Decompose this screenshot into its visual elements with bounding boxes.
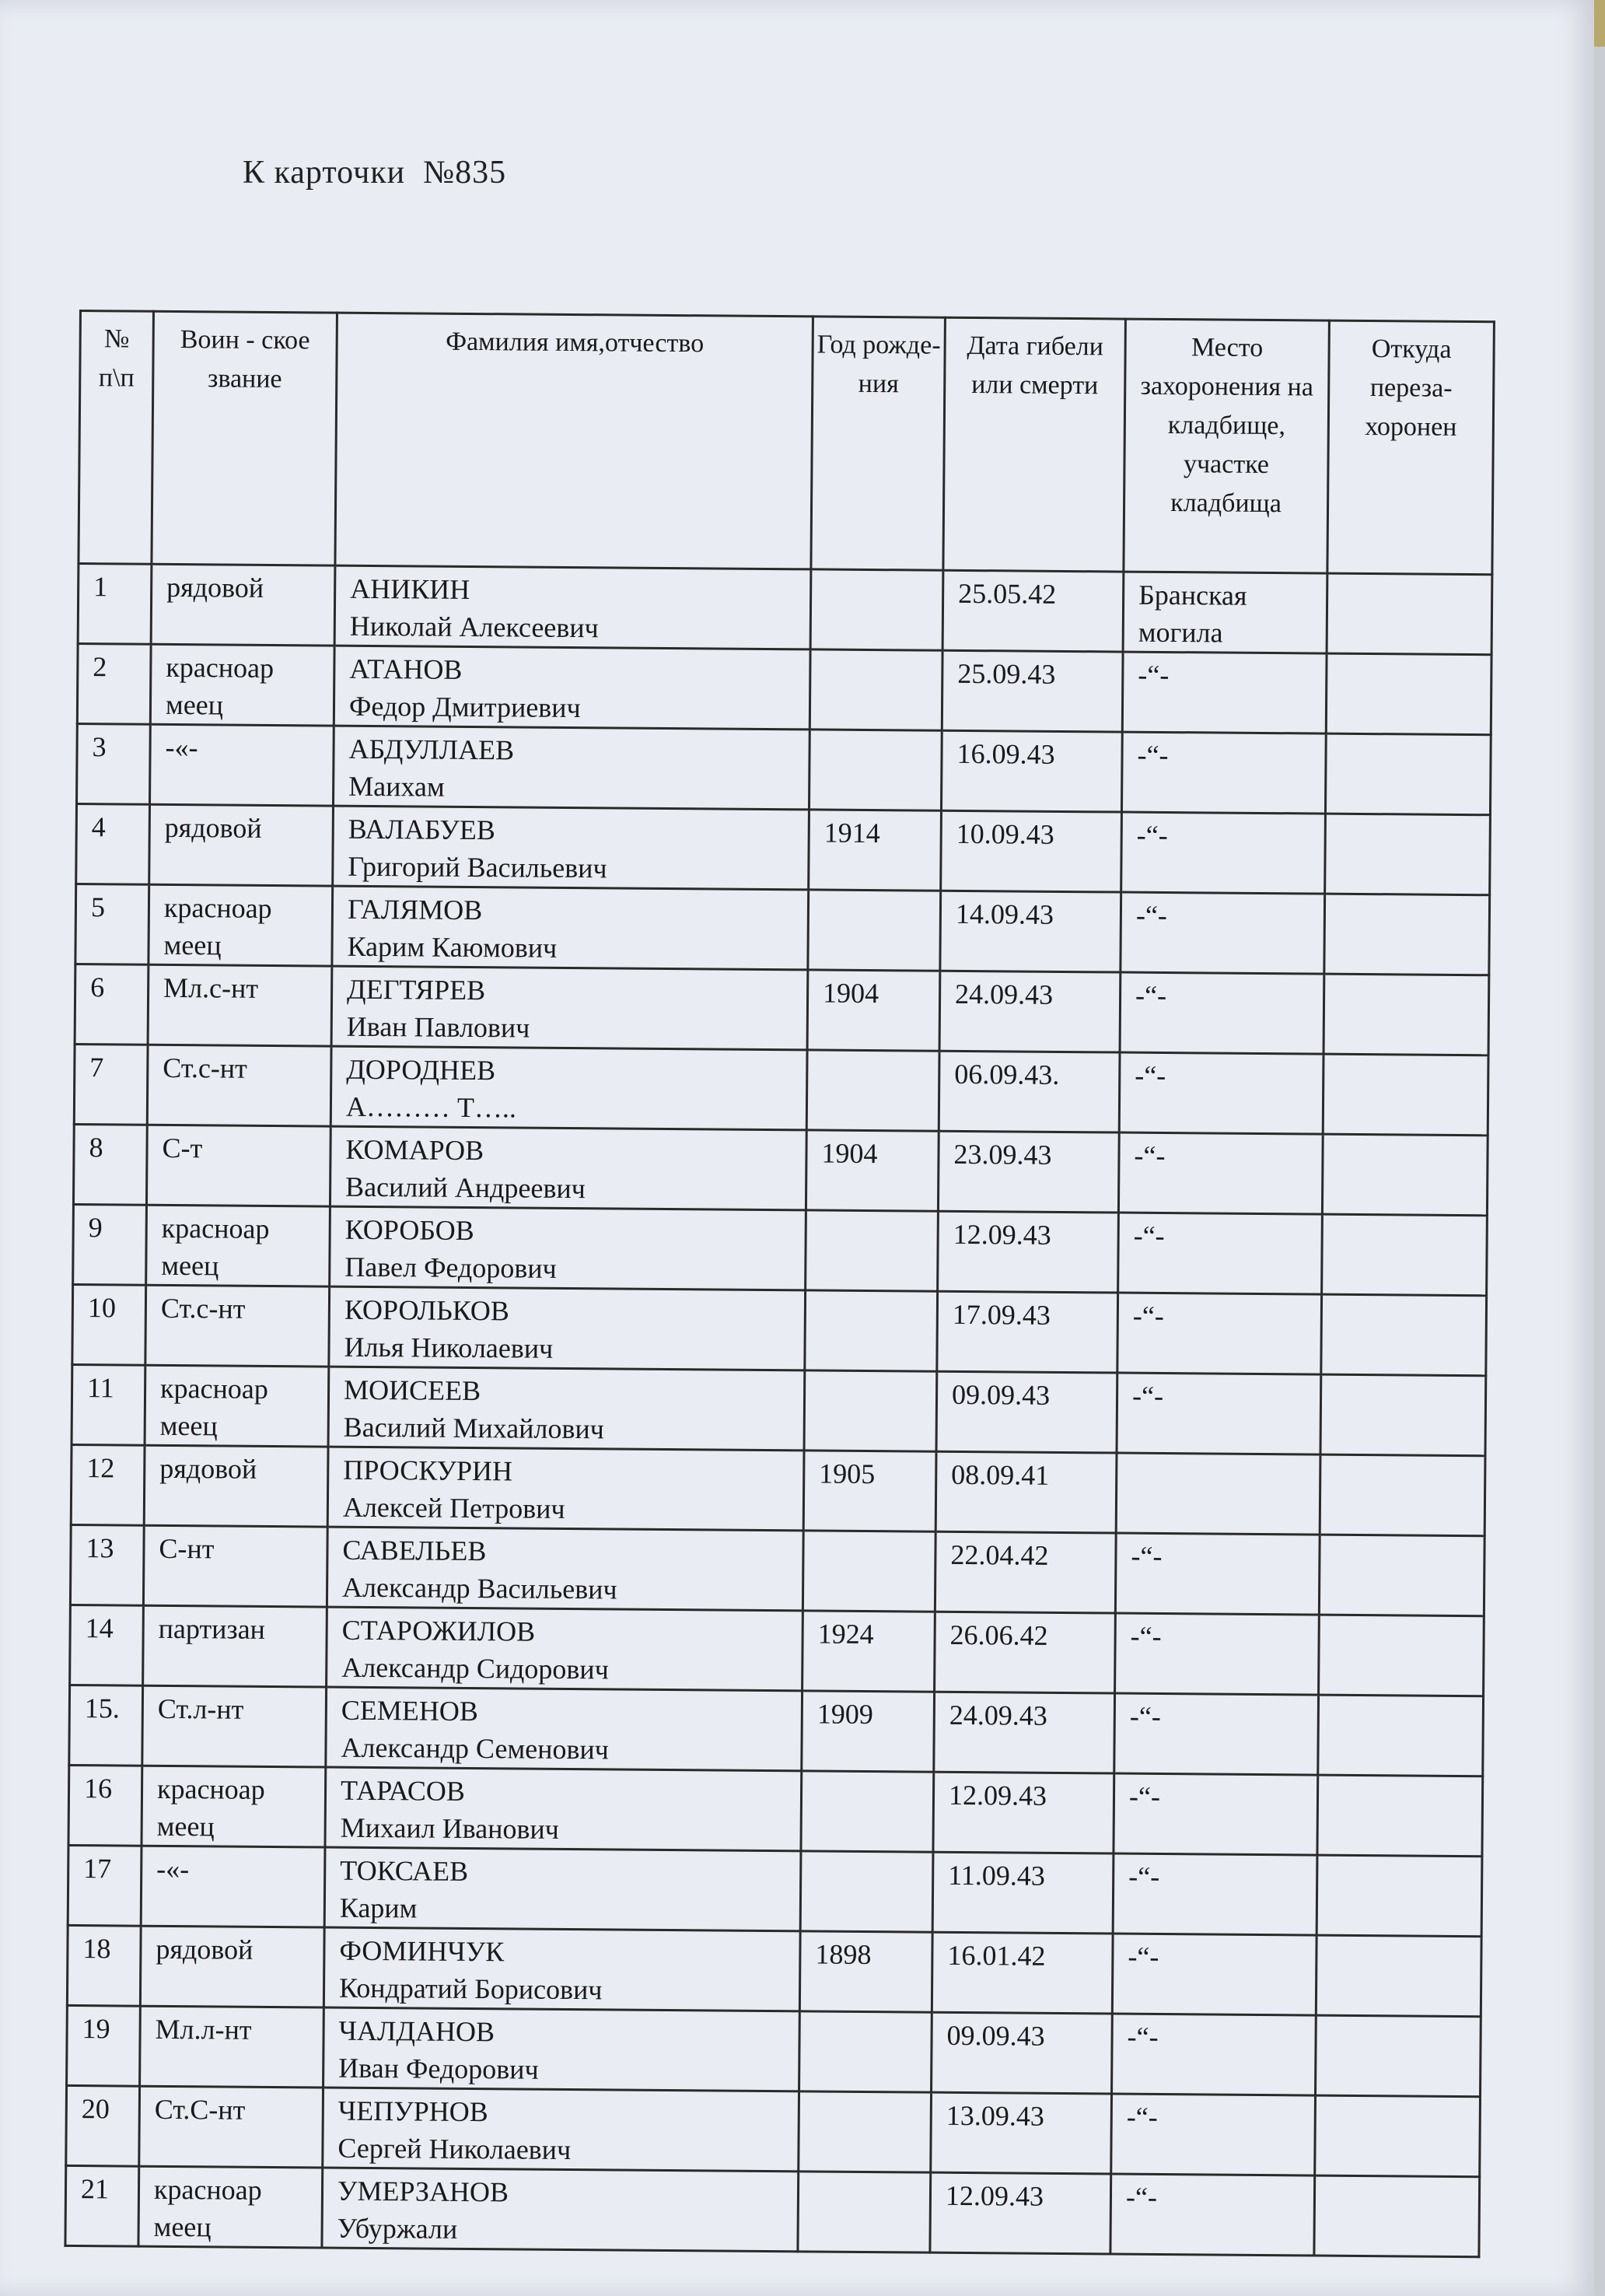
table-row xyxy=(72,1284,1487,1375)
cell-reburied-from xyxy=(1314,2175,1480,2257)
cell-reburied-from xyxy=(1322,1134,1488,1216)
given-name-text: Кондратий Борисович xyxy=(338,1972,603,2006)
cell-reburied-from xyxy=(1316,2015,1481,2097)
given-name-text: Федор Дмитриевич xyxy=(348,690,581,724)
cell-reburied-from xyxy=(1319,1615,1484,1696)
burial-list-table xyxy=(64,310,1495,2258)
table-row xyxy=(75,964,1489,1055)
cell-name xyxy=(327,1527,803,1611)
cell-burial-place: -“- xyxy=(1114,1773,1318,1855)
given-name-text: Карим Каюмович xyxy=(347,930,558,964)
given-name-text: Убуржали xyxy=(337,2212,458,2245)
cell-number: 15. xyxy=(69,1685,143,1766)
cell-rank xyxy=(148,964,332,1046)
rank-text: красноар меец xyxy=(165,651,274,721)
cell-death-date: 10.09.43 xyxy=(941,810,1122,892)
cell-death-date: 06.09.43. xyxy=(939,1051,1120,1132)
cell-number: 20 xyxy=(66,2085,140,2166)
cell-reburied-from xyxy=(1322,1214,1488,1296)
rank-text: красноар меец xyxy=(156,1773,265,1843)
cell-number: 5 xyxy=(75,884,149,964)
cell-reburied-from xyxy=(1319,1535,1484,1616)
cell-name xyxy=(334,646,810,730)
surname-text: КОРОЛЬКОВ xyxy=(344,1293,510,1327)
cell-birth-year: 1914 xyxy=(809,810,942,891)
cell-birth-year xyxy=(809,649,942,730)
cell-reburied-from xyxy=(1327,573,1492,655)
header-birth-year: Год рожде- ния xyxy=(811,317,946,570)
given-name-text: Иван Павлович xyxy=(346,1010,530,1044)
cell-burial-place: -“- xyxy=(1121,812,1326,894)
cell-death-date: 24.09.43 xyxy=(939,971,1121,1052)
cell-death-date: 23.09.43 xyxy=(938,1131,1119,1213)
cell-death-date: 08.09.41 xyxy=(935,1451,1117,1533)
cell-number: 4 xyxy=(76,803,150,884)
cell-reburied-from xyxy=(1320,1454,1485,1536)
cell-burial-place: -“- xyxy=(1114,1693,1319,1775)
cell-rank xyxy=(149,884,333,966)
cell-rank xyxy=(142,1685,327,1767)
surname-text: СТАРОЖИЛОВ xyxy=(341,1614,536,1647)
rank-text: Ст.С-нт xyxy=(154,2093,246,2126)
cell-burial-place: -“- xyxy=(1122,652,1327,733)
cell-rank xyxy=(142,1766,326,1847)
cell-rank xyxy=(150,644,334,726)
cell-burial-place: Бранская могила xyxy=(1123,572,1327,653)
cell-number: 11 xyxy=(72,1364,145,1445)
cell-number: 14 xyxy=(70,1605,144,1685)
rank-text: -«- xyxy=(165,731,198,764)
cell-rank xyxy=(146,1125,330,1206)
cell-number: 17 xyxy=(68,1845,142,1926)
cell-name xyxy=(323,2088,799,2172)
cell-death-date: 17.09.43 xyxy=(937,1291,1118,1373)
cell-name xyxy=(331,966,808,1050)
cell-reburied-from xyxy=(1323,1054,1488,1136)
given-name-text: Маихам xyxy=(348,770,445,803)
surname-text: ВАЛАБУЕВ xyxy=(348,813,495,846)
cell-name xyxy=(330,1126,806,1210)
cell-death-date: 16.01.42 xyxy=(932,1932,1113,2014)
surname-text: ЧЕПУРНОВ xyxy=(337,2095,488,2128)
cell-reburied-from xyxy=(1320,1374,1486,1456)
cell-name xyxy=(328,1367,805,1451)
cell-birth-year xyxy=(810,569,943,650)
cell-name xyxy=(334,565,811,649)
given-name-text: Василий Андреевич xyxy=(344,1171,586,1205)
rank-text: красноар меец xyxy=(153,2173,262,2243)
cell-number: 21 xyxy=(65,2165,139,2246)
given-name-text: Александр Семенович xyxy=(341,1731,609,1766)
given-name-text: Сергей Николаевич xyxy=(337,2132,572,2166)
surname-text: АТАНОВ xyxy=(349,653,463,685)
rank-text: -«- xyxy=(156,1853,190,1885)
given-name-text: Илья Николаевич xyxy=(344,1331,554,1364)
cell-name xyxy=(329,1286,806,1370)
table-row xyxy=(77,723,1491,814)
cell-death-date: 25.05.42 xyxy=(942,570,1124,652)
header-number: № п\п xyxy=(79,311,154,565)
cell-burial-place: -“- xyxy=(1112,2014,1317,2095)
cell-name xyxy=(327,1607,803,1691)
surname-text: СЕМЕНОВ xyxy=(341,1694,479,1727)
cell-birth-year xyxy=(801,1771,934,1852)
cell-reburied-from xyxy=(1318,1695,1484,1776)
cell-birth-year: 1904 xyxy=(807,970,940,1051)
cell-number: 3 xyxy=(77,723,151,804)
cell-death-date: 09.09.43 xyxy=(932,2012,1113,2094)
cell-burial-place: -“- xyxy=(1121,732,1326,814)
rank-text: красноар меец xyxy=(159,1372,268,1442)
cell-rank xyxy=(151,564,335,646)
cell-birth-year xyxy=(809,730,942,810)
given-name-text: Карим xyxy=(339,1892,418,1924)
rank-text: Ст.с-нт xyxy=(160,1292,246,1325)
cell-rank xyxy=(149,804,334,886)
cell-death-date: 09.09.43 xyxy=(936,1371,1117,1453)
given-name-text: Григорий Васильевич xyxy=(348,850,607,884)
surname-text: ЧАЛДАНОВ xyxy=(338,2014,495,2048)
rank-text: красноар меец xyxy=(161,1212,270,1282)
surname-text: КОРОБОВ xyxy=(344,1213,474,1247)
header-death-date: Дата гибели или смерти xyxy=(943,317,1126,572)
table-row xyxy=(65,2165,1480,2256)
cell-reburied-from xyxy=(1321,1294,1487,1376)
rank-text: Мл.л-нт xyxy=(155,2013,252,2046)
surname-text: КОМАРОВ xyxy=(345,1133,484,1167)
given-name-text: Иван Федорович xyxy=(338,2052,539,2085)
rank-text: рядовой xyxy=(164,811,262,844)
table-row xyxy=(74,1044,1488,1135)
surname-text: МОИСЕЕВ xyxy=(343,1374,481,1407)
given-name-text: Павел Федорович xyxy=(344,1251,557,1284)
cell-number: 6 xyxy=(75,964,149,1045)
cell-death-date: 12.09.43 xyxy=(930,2172,1111,2254)
cell-name xyxy=(330,1046,807,1130)
given-name-text: Василий Михайлович xyxy=(343,1411,604,1445)
table-row xyxy=(66,2085,1481,2176)
given-name-text: А……… Т….. xyxy=(345,1090,517,1124)
cell-rank xyxy=(143,1525,327,1607)
cell-number: 9 xyxy=(73,1204,147,1285)
rank-text: С-нт xyxy=(159,1532,215,1565)
surname-text: ДЕГТЯРЕВ xyxy=(346,973,486,1006)
cell-reburied-from xyxy=(1325,733,1491,815)
cell-reburied-from xyxy=(1316,1935,1481,2017)
cell-rank xyxy=(150,724,334,806)
cell-birth-year: 1898 xyxy=(799,1931,932,2012)
cell-rank xyxy=(147,1045,331,1126)
cell-rank xyxy=(143,1605,327,1687)
cell-reburied-from xyxy=(1317,1775,1483,1857)
rank-text: партизан xyxy=(158,1612,266,1645)
cell-reburied-from xyxy=(1324,974,1489,1055)
cell-birth-year xyxy=(806,1210,939,1291)
cell-birth-year xyxy=(802,1531,935,1612)
cell-rank xyxy=(144,1445,328,1527)
cell-burial-place: -“- xyxy=(1117,1373,1321,1454)
given-name-text: Александр Васильевич xyxy=(341,1571,617,1605)
table-header-row xyxy=(79,311,1494,575)
cell-number: 7 xyxy=(74,1044,148,1125)
cell-name xyxy=(333,806,809,890)
cell-birth-year xyxy=(805,1290,938,1371)
cell-death-date: 12.09.43 xyxy=(938,1211,1119,1293)
rank-text: красноар меец xyxy=(163,891,272,961)
cell-number: 13 xyxy=(70,1524,144,1605)
table-row xyxy=(70,1524,1484,1615)
surname-text: САВЕЛЬЕВ xyxy=(342,1534,487,1567)
cell-burial-place: -“- xyxy=(1121,892,1325,974)
cell-name xyxy=(327,1447,804,1531)
cell-name xyxy=(324,1847,801,1931)
rank-text: Мл.с-нт xyxy=(163,971,259,1004)
document-title: К карточки №835 xyxy=(243,155,507,191)
cell-burial-place: -“- xyxy=(1115,1613,1320,1695)
table-row xyxy=(73,1124,1488,1215)
given-name-text: Николай Алексеевич xyxy=(349,610,599,644)
surname-text: ТОКСАЕВ xyxy=(340,1854,469,1887)
rank-text: С-т xyxy=(162,1132,203,1164)
cell-reburied-from xyxy=(1315,2095,1481,2177)
table-row xyxy=(70,1605,1484,1696)
cell-number: 19 xyxy=(67,2005,141,2086)
table-row xyxy=(69,1685,1484,1776)
cell-birth-year xyxy=(806,1050,939,1131)
cell-number: 2 xyxy=(77,643,151,724)
cell-birth-year xyxy=(800,1851,933,1932)
cell-rank xyxy=(141,1846,325,1927)
table-row xyxy=(77,643,1491,734)
table-row xyxy=(67,1925,1481,2016)
cell-death-date: 14.09.43 xyxy=(940,891,1121,972)
cell-birth-year xyxy=(799,2091,932,2172)
table-row xyxy=(78,564,1492,655)
given-name-text: Михаил Иванович xyxy=(340,1811,559,1845)
cell-reburied-from xyxy=(1324,894,1490,975)
surname-text: ТАРАСОВ xyxy=(340,1774,466,1807)
cell-name xyxy=(332,886,809,970)
cell-burial-place: -“- xyxy=(1112,1934,1317,2015)
cell-death-date: 13.09.43 xyxy=(931,2092,1112,2174)
cell-birth-year: 1905 xyxy=(803,1451,936,1531)
cell-death-date: 16.09.43 xyxy=(941,730,1122,812)
cell-number: 10 xyxy=(72,1284,146,1365)
cell-birth-year: 1909 xyxy=(802,1691,935,1772)
header-burial-place: Место захоронения на кладбище, участке кладбища xyxy=(1124,319,1330,573)
cell-burial-place: -“- xyxy=(1119,1052,1324,1134)
table-row xyxy=(73,1204,1488,1295)
cell-number: 1 xyxy=(78,564,152,645)
rank-text: рядовой xyxy=(156,1933,254,1965)
table-row xyxy=(71,1444,1485,1535)
cell-death-date: 26.06.42 xyxy=(935,1612,1116,1693)
cell-reburied-from xyxy=(1317,1855,1482,1937)
cell-burial-place: -“- xyxy=(1115,1533,1320,1615)
cell-death-date: 22.04.42 xyxy=(935,1531,1116,1613)
table-row xyxy=(75,884,1490,975)
surname-text: АБДУЛЛАЕВ xyxy=(348,733,515,766)
table-row xyxy=(72,1364,1486,1455)
rank-text: рядовой xyxy=(166,571,264,604)
cell-birth-year xyxy=(798,2172,931,2252)
cell-death-date: 24.09.43 xyxy=(934,1692,1115,1773)
cell-burial-place: -“- xyxy=(1120,972,1324,1054)
cell-burial-place: -“- xyxy=(1118,1132,1323,1214)
cell-rank xyxy=(140,1926,324,2007)
cell-number: 8 xyxy=(73,1124,147,1205)
given-name-text: Александр Сидорович xyxy=(341,1651,609,1685)
surname-text: ПРОСКУРИН xyxy=(343,1454,513,1487)
cell-death-date: 11.09.43 xyxy=(932,1852,1114,1934)
cell-number: 16 xyxy=(68,1765,142,1846)
surname-text: УМЕРЗАНОВ xyxy=(337,2175,509,2208)
cell-name xyxy=(333,726,809,810)
rank-text: рядовой xyxy=(159,1452,257,1485)
cell-rank xyxy=(145,1365,329,1447)
cell-reburied-from xyxy=(1326,653,1491,735)
cell-burial-place: -“- xyxy=(1110,2174,1315,2256)
cell-death-date: 25.09.43 xyxy=(942,650,1123,732)
cell-birth-year xyxy=(808,890,941,971)
cell-birth-year: 1904 xyxy=(806,1130,939,1211)
rank-text: Ст.л-нт xyxy=(157,1692,244,1725)
surname-text: ГАЛЯМОВ xyxy=(347,893,483,926)
cell-burial-place xyxy=(1116,1453,1320,1535)
given-name-text: Алексей Петрович xyxy=(342,1491,565,1524)
cell-rank xyxy=(138,2166,323,2248)
header-reburied-from: Откуда переза- хоронен xyxy=(1327,320,1495,575)
cell-name xyxy=(323,1927,800,2011)
rank-text: Ст.с-нт xyxy=(163,1052,248,1084)
cell-name xyxy=(330,1206,806,1290)
header-name: Фамилия имя,отчество xyxy=(335,313,813,569)
cell-rank xyxy=(139,2086,323,2168)
table-row xyxy=(68,1845,1482,1936)
cell-burial-place: -“- xyxy=(1117,1293,1322,1374)
cell-rank xyxy=(145,1285,330,1367)
cell-burial-place: -“- xyxy=(1118,1213,1323,1294)
cell-burial-place: -“- xyxy=(1111,2094,1316,2175)
cell-name xyxy=(322,2168,799,2252)
cell-birth-year xyxy=(804,1370,937,1451)
cell-number: 18 xyxy=(67,1925,141,2006)
surname-text: ФОМИНЧУК xyxy=(339,1934,505,1968)
header-rank: Воин - ское звание xyxy=(152,311,337,565)
cell-rank xyxy=(140,2006,324,2088)
table-row xyxy=(76,803,1491,894)
cell-name xyxy=(326,1687,802,1771)
cell-name xyxy=(325,1767,802,1851)
cell-rank xyxy=(146,1205,330,1286)
cell-birth-year: 1924 xyxy=(802,1611,935,1692)
surname-text: АНИКИН xyxy=(350,572,470,605)
cell-death-date: 12.09.43 xyxy=(933,1772,1114,1853)
cell-birth-year xyxy=(799,2011,932,2092)
cell-reburied-from xyxy=(1325,814,1491,895)
table-row xyxy=(68,1765,1483,1856)
cell-name xyxy=(323,2007,800,2091)
cell-burial-place: -“- xyxy=(1113,1853,1317,1935)
surname-text: ДОРОДНЕВ xyxy=(346,1053,496,1087)
table-row xyxy=(67,2005,1481,2096)
cell-number: 12 xyxy=(71,1444,145,1525)
